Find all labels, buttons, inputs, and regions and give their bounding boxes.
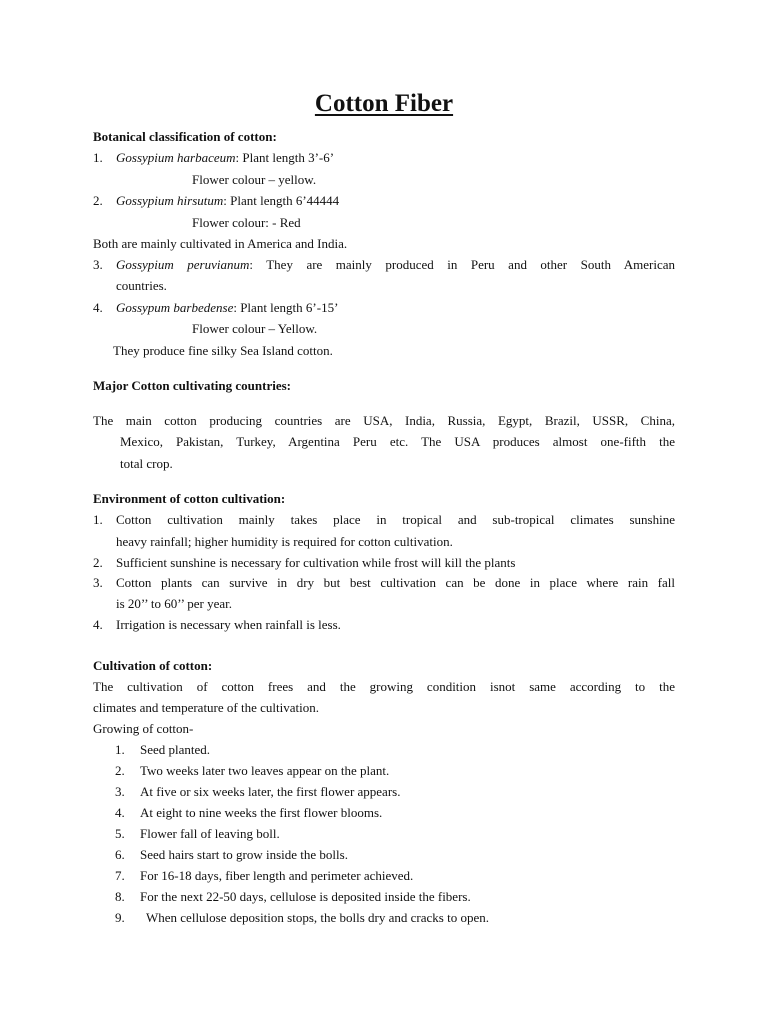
item-text: For the next 22-50 days, cellulose is deposited inside the fibers.: [140, 889, 471, 904]
list-item: [115, 889, 471, 905]
document-title: Cotton Fiber: [314, 90, 454, 117]
list-item: [93, 617, 341, 633]
paragraph-text: climates and temperature of the cultivation.: [93, 700, 319, 715]
item-continuation: is 20’’ to 60’’ per year.: [116, 596, 232, 611]
list-number: 2.: [115, 763, 125, 778]
paragraph-text: Both are mainly cultivated in America and India.: [93, 236, 348, 251]
list-item: [93, 555, 515, 571]
species-name: Gossypium harbaceum: [116, 150, 236, 165]
section-heading-countries: Major Cotton cultivating countries:: [93, 378, 291, 393]
list-number: 4.: [93, 300, 103, 315]
list-number: 7.: [115, 868, 125, 883]
list-item: [93, 512, 675, 528]
item-text: : Plant length 6’-15’: [233, 300, 339, 315]
item-text: At five or six weeks later, the first flower appears.: [140, 784, 401, 799]
section-heading-botanical: Botanical classification of cotton:: [93, 129, 277, 144]
flower-colour-text: Flower colour – yellow.: [192, 172, 317, 187]
list-number: 6.: [115, 847, 125, 862]
list-number: 1.: [115, 742, 125, 757]
list-number: 9.: [115, 910, 125, 925]
list-number: 1.: [93, 150, 103, 165]
item-text: Irrigation is necessary when rainfall is less.: [116, 617, 341, 632]
paragraph-text: The cultivation of cotton frees and the growing condition isnot same according to the: [93, 679, 675, 694]
item-text: For 16-18 days, fiber length and perimeter achieved.: [140, 868, 414, 883]
list-item: [115, 742, 210, 758]
list-item: [93, 575, 675, 591]
item-text: When cellulose deposition stops, the bolls dry and cracks to open.: [146, 910, 489, 925]
item-text: Flower fall of leaving boll.: [140, 826, 280, 841]
list-number: 4.: [93, 617, 103, 632]
list-number: 3.: [93, 575, 103, 590]
paragraph-text: They produce fine silky Sea Island cotton.: [113, 343, 333, 358]
list-item: [93, 300, 338, 316]
list-item: [93, 257, 675, 273]
list-item: [93, 150, 334, 166]
list-item: [115, 784, 400, 800]
species-name: Gossypium hirsutum: [116, 193, 224, 208]
flower-colour-text: Flower colour: - Red: [192, 215, 301, 230]
flower-colour-text: Flower colour – Yellow.: [192, 321, 318, 336]
species-name: Gossypum barbedense: [116, 300, 234, 315]
list-number: 1.: [93, 512, 103, 527]
item-text: : Plant length 6’44444: [223, 193, 340, 208]
list-item: [115, 826, 280, 842]
list-number: 3.: [93, 257, 103, 272]
list-number: 2.: [93, 193, 103, 208]
item-text: : They are mainly produced in Peru and other South American: [249, 257, 675, 272]
item-text: Two weeks later two leaves appear on the plant.: [140, 763, 390, 778]
section-heading-cultivation: Cultivation of cotton:: [93, 658, 213, 673]
section-heading-environment: Environment of cotton cultivation:: [93, 491, 286, 506]
list-item: [115, 763, 389, 779]
item-text: : Plant length 3’-6’: [235, 150, 335, 165]
list-number: 2.: [93, 555, 103, 570]
species-name: Gossypium peruvianum: [116, 257, 250, 272]
item-text: Cotton plants can survive in dry but best cultivation can be done in place where rain fall: [116, 575, 675, 590]
item-text: Sufficient sunshine is necessary for cultivation while frost will kill the plants: [116, 555, 516, 570]
paragraph-text: The main cotton producing countries are USA, India, Russia, Egypt, Brazil, USSR, China,: [93, 413, 675, 428]
item-continuation: heavy rainfall; higher humidity is required for cotton cultivation.: [116, 534, 453, 549]
paragraph-text: Mexico, Pakistan, Turkey, Argentina Peru etc. The USA produces almost one-fifth the: [120, 434, 675, 449]
list-item: [115, 847, 348, 863]
paragraph-text: total crop.: [120, 456, 173, 471]
item-text: Cotton cultivation mainly takes place in tropical and sub-tropical climates sunshine: [116, 512, 675, 527]
list-item: [115, 910, 489, 926]
list-number: 3.: [115, 784, 125, 799]
list-number: 4.: [115, 805, 125, 820]
list-number: 8.: [115, 889, 125, 904]
list-item: [93, 193, 339, 209]
list-item: [115, 868, 413, 884]
paragraph-text: Growing of cotton-: [93, 721, 194, 736]
item-text: At eight to nine weeks the first flower blooms.: [140, 805, 383, 820]
list-number: 5.: [115, 826, 125, 841]
item-continuation: countries.: [116, 278, 167, 293]
list-item: [115, 805, 382, 821]
item-text: Seed hairs start to grow inside the bolls.: [140, 847, 348, 862]
item-text: Seed planted.: [140, 742, 211, 757]
